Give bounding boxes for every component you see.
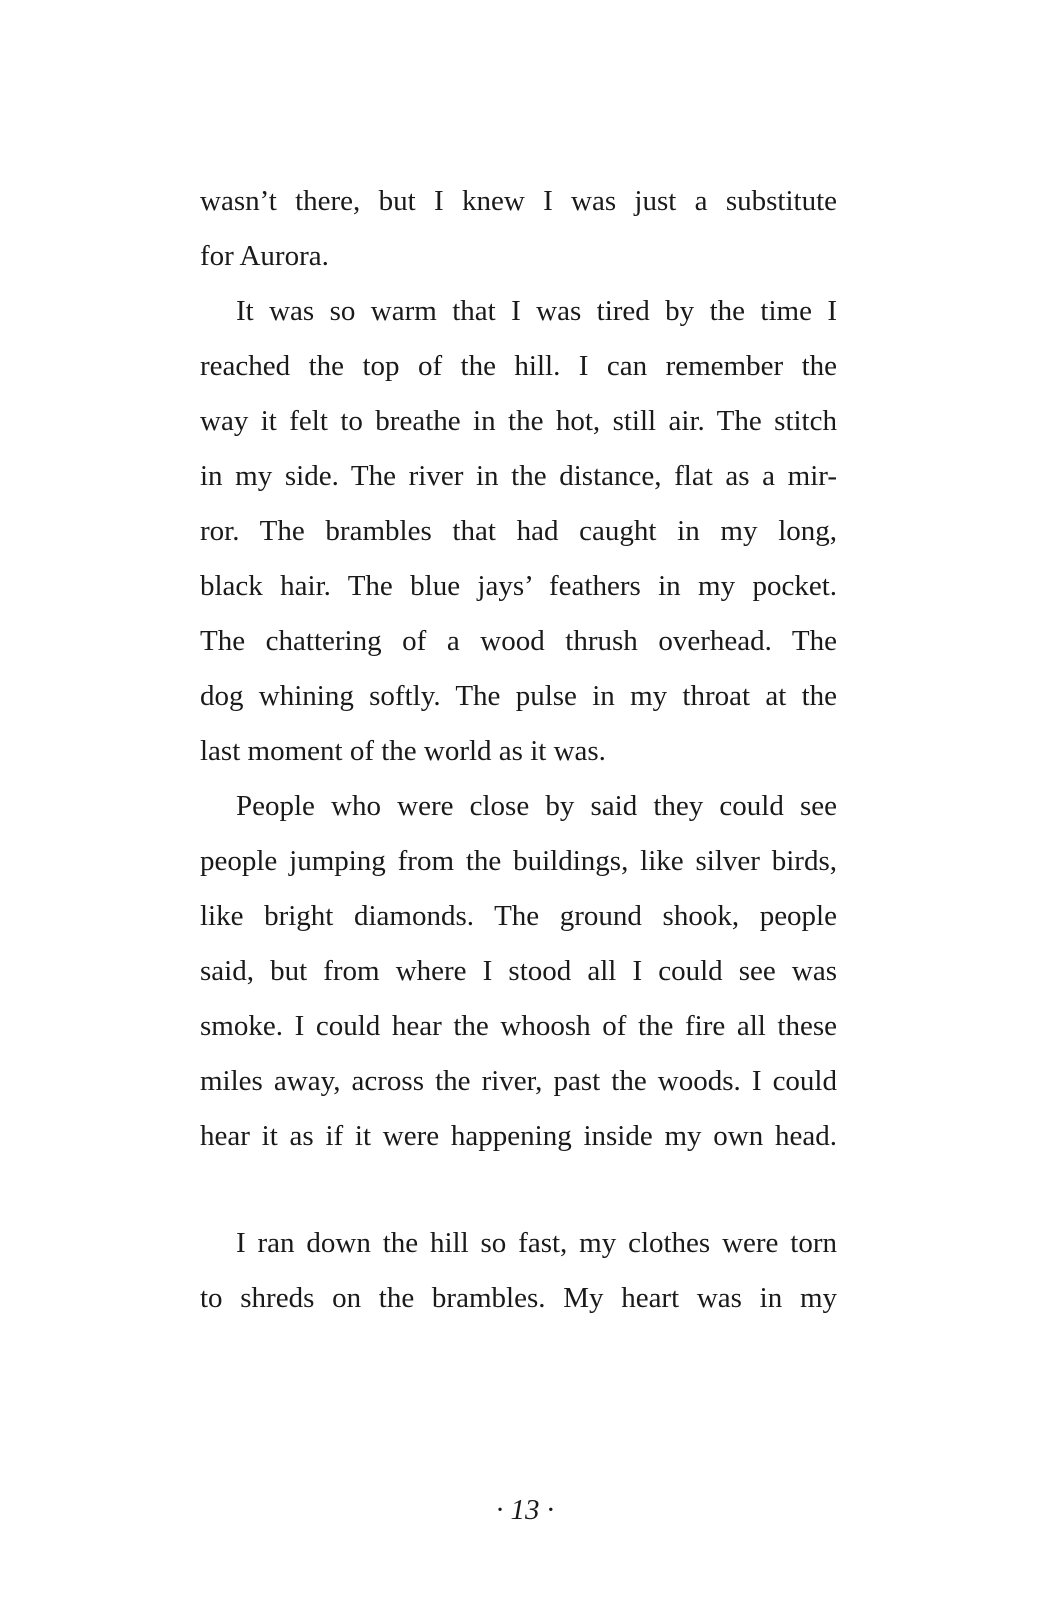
- paragraph: [200, 289, 837, 784]
- text-line: last moment of the world as it was.: [200, 735, 606, 767]
- text-line: People who were close by said they could see: [236, 790, 837, 822]
- text-line: for Aurora.: [200, 240, 329, 272]
- paragraph: [200, 784, 837, 1169]
- text-line: to shreds on the brambles. My heart was in my: [200, 1282, 837, 1314]
- text-line: dog whining softly. The pulse in my throat at the: [200, 680, 837, 712]
- text-line: black hair. The blue jays’ feathers in my pocket.: [200, 570, 837, 602]
- text-line: It was so warm that I was tired by the time I: [236, 295, 837, 327]
- text-line: reached the top of the hill. I can remember the: [200, 350, 837, 382]
- body-text: [200, 179, 837, 1331]
- text-line: miles away, across the river, past the woods. I could: [200, 1065, 837, 1097]
- text-line: I ran down the hill so fast, my clothes were torn: [236, 1227, 837, 1259]
- paragraph-continuation: [200, 179, 837, 289]
- page-number: · 13 ·: [496, 1494, 554, 1526]
- text-line: smoke. I could hear the whoosh of the fire all these: [200, 1010, 837, 1042]
- text-line: ror. The brambles that had caught in my long,: [200, 515, 837, 547]
- text-line: in my side. The river in the distance, flat as a mir-: [200, 460, 837, 492]
- text-line: hear it as if it were happening inside my own head.: [200, 1120, 837, 1152]
- text-line: way it felt to breathe in the hot, still air. The stitch: [200, 405, 837, 437]
- text-line: people jumping from the buildings, like silver birds,: [200, 845, 837, 877]
- text-line: said, but from where I stood all I could see was: [200, 955, 837, 987]
- text-line: like bright diamonds. The ground shook, people: [200, 900, 837, 932]
- section-break: [200, 1169, 837, 1221]
- paragraph: [200, 1221, 837, 1331]
- text-line: wasn’t there, but I knew I was just a substitute: [200, 185, 837, 217]
- text-line: The chattering of a wood thrush overhead. The: [200, 625, 837, 657]
